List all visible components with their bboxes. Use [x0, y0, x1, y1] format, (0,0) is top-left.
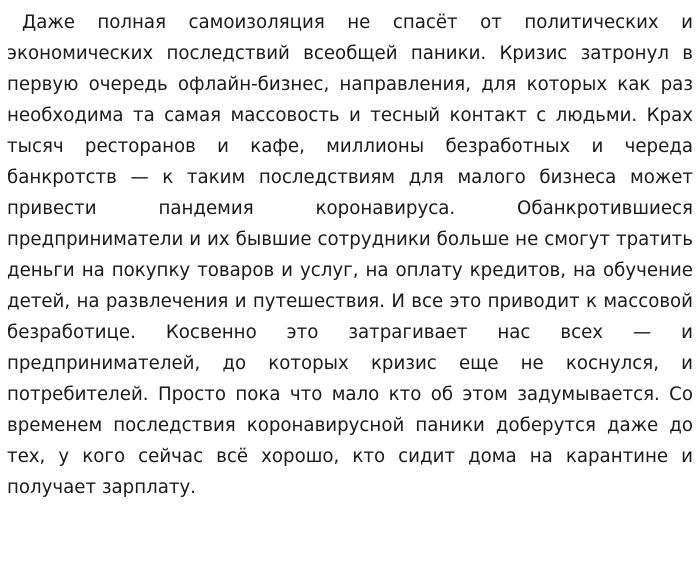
body-paragraph: Даже полная самоизоляция не спасёт от политических и экономических последствий всеобщей паники. Кризис затронул в первую очередь офлайн-бизнес, направления, для которых как раз необходима та самая массовость и тесный контакт с людьми. Крах тысяч ресторанов и кафе, миллионы безработных и череда банкротств — к таким последствиям для малого бизнеса может привести пандемия коронавируса. Обанкротившиеся предприниматели и их бывшие сотрудники больше не смогут тратить деньги на покупку товаров и услуг, на оплату кредитов, на обучение детей, на развлечения и путешествия. И все это приводит к массовой безработице. Косвенно это затрагивает нас всех — и предпринимателей, до которых кризис еще не коснулся, и потребителей. Просто пока что мало кто об этом задумывается. Со временем последствия коронавирусной паники доберутся даже до тех, у кого сейчас всё хорошо, кто сидит дома на карантине и получает зарплату. — [7, 12, 693, 498]
document-page — [7, 7, 693, 503]
